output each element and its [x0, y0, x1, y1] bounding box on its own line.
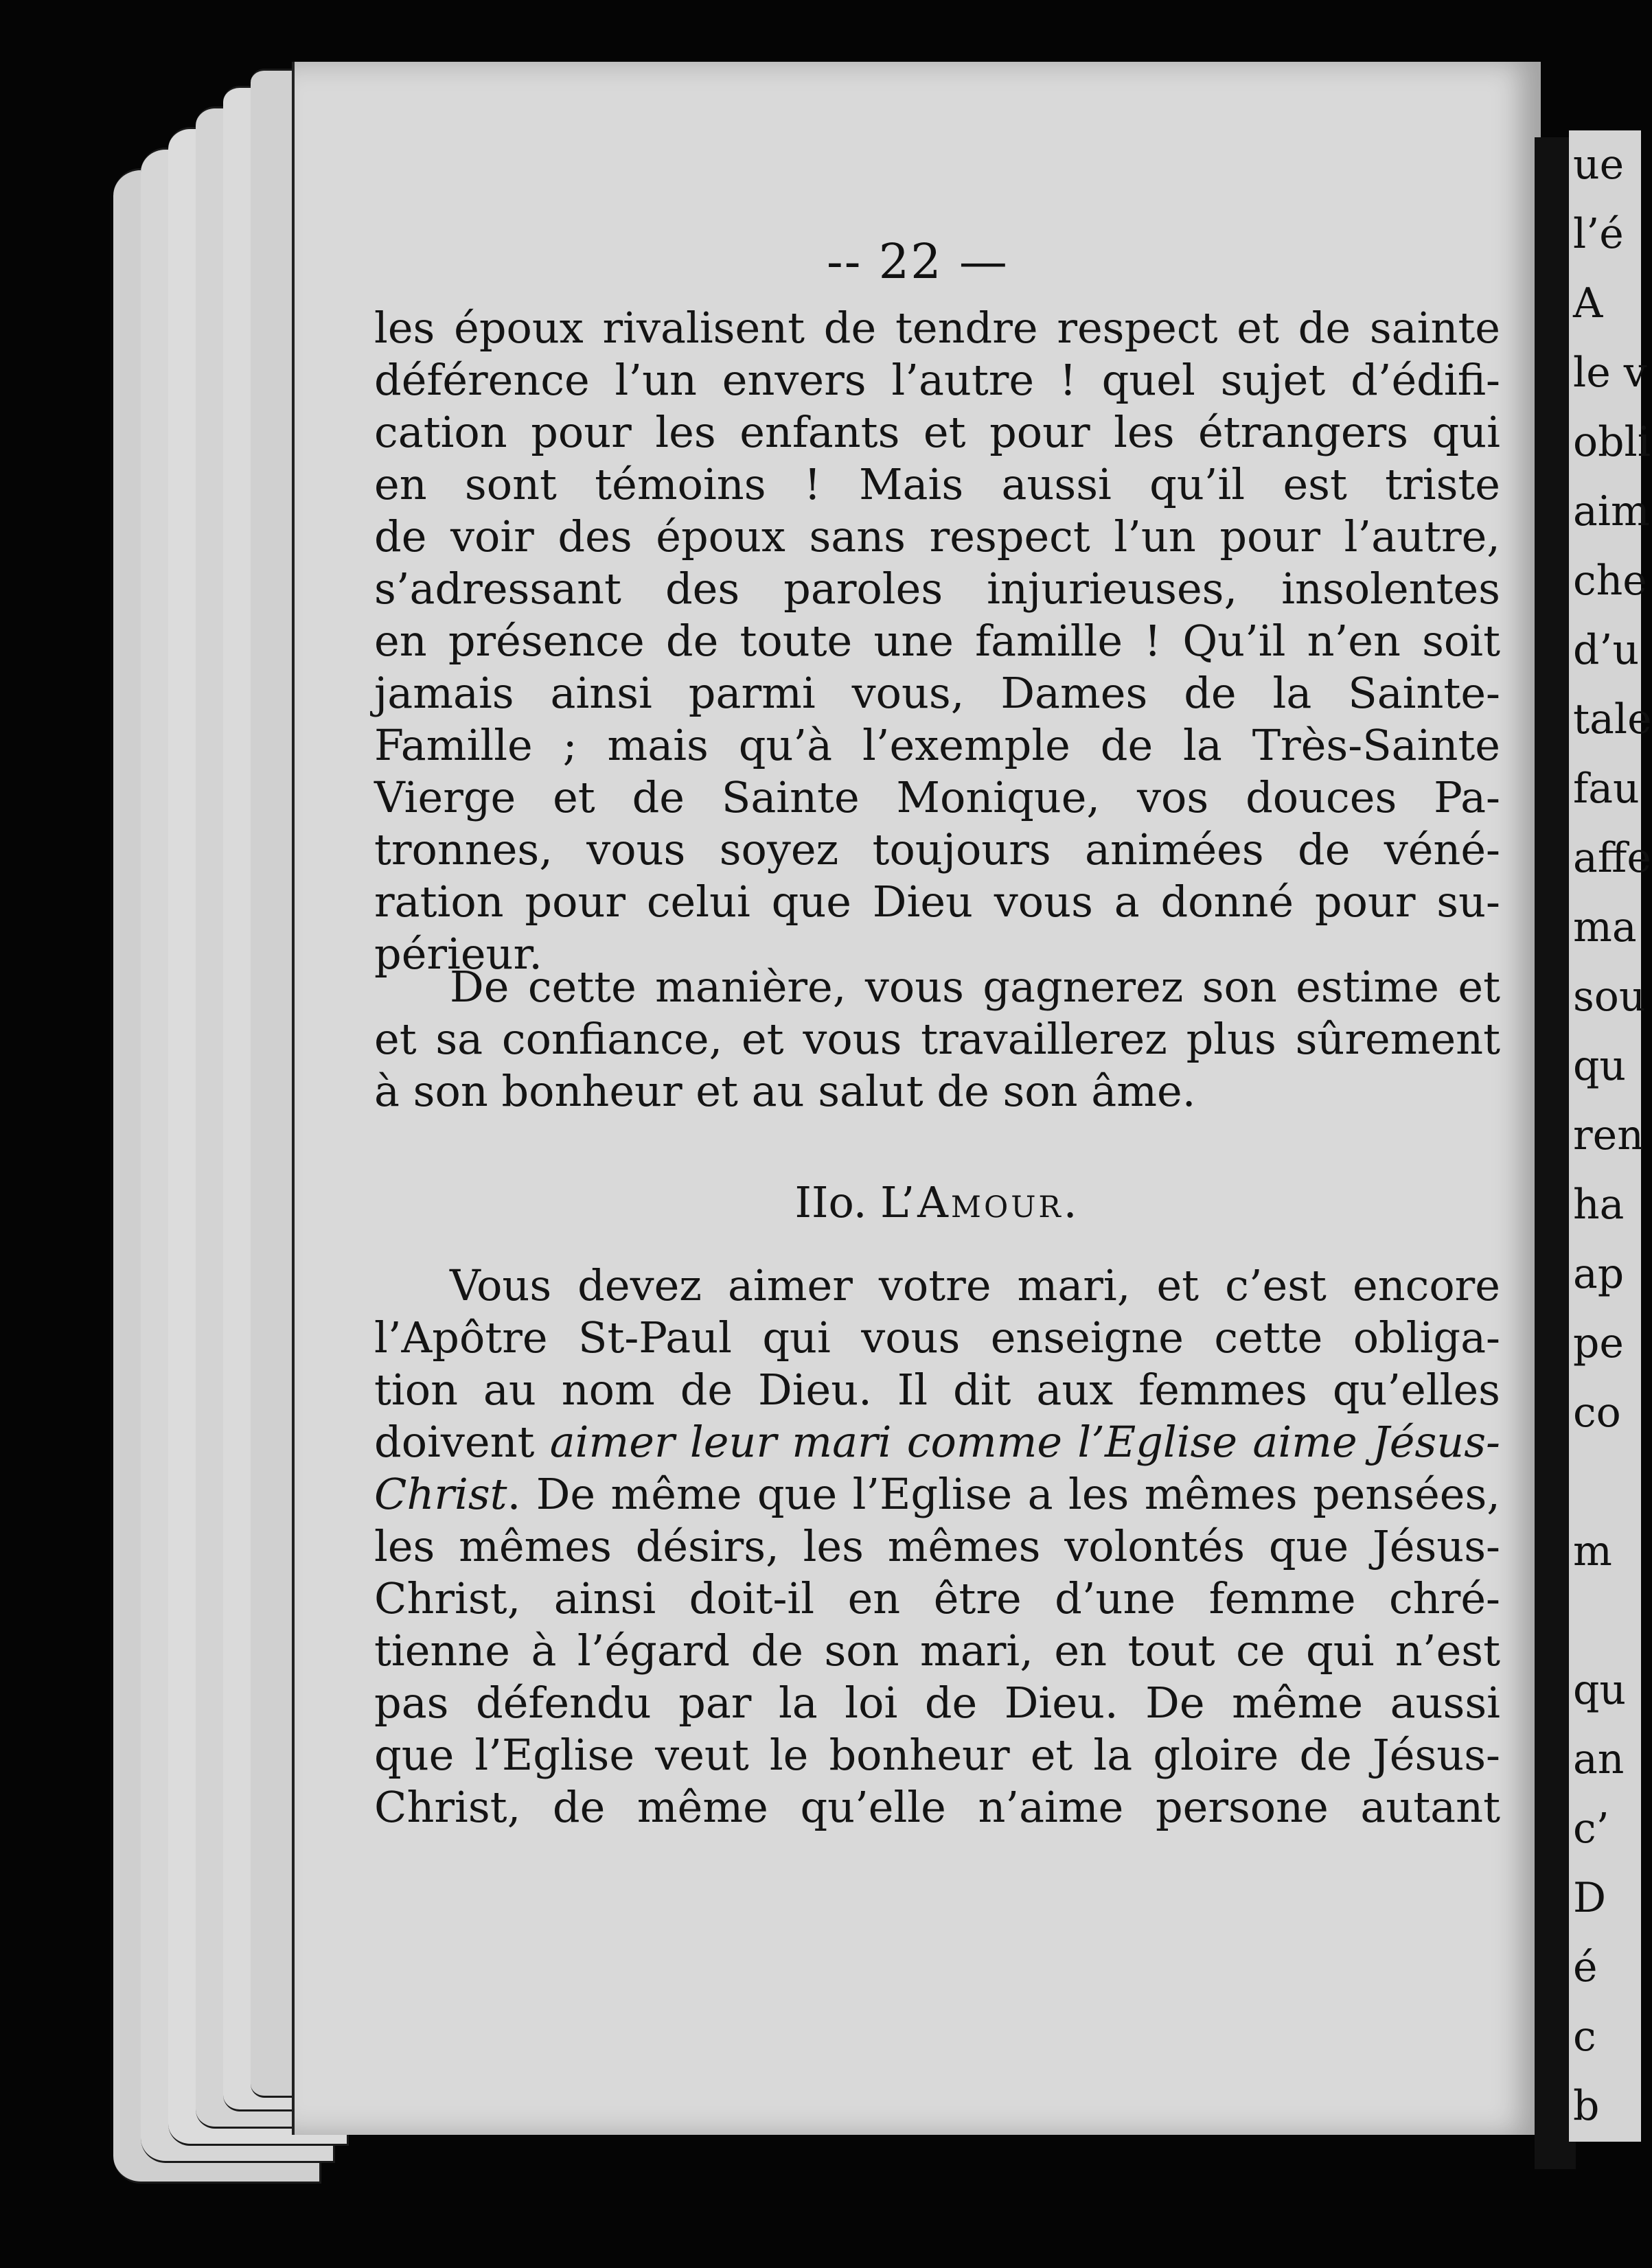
- facing-page-fragment: qu: [1573, 1666, 1627, 1714]
- text-line: les mêmes désirs, les mêmes volontés que Jésus-: [374, 1521, 1500, 1571]
- facing-page: [1569, 130, 1652, 2142]
- facing-page-fragment: é: [1573, 1943, 1598, 1991]
- text-line: [374, 1416, 1500, 1468]
- facing-page-fragment: b: [1573, 2082, 1600, 2130]
- scripture-quote: aimer leur mari comme l’Eglise aime Jésus-: [549, 1417, 1500, 1467]
- text-line: les époux rivalisent de tendre respect et de sainte: [374, 303, 1500, 353]
- text-line: périeur.: [374, 929, 543, 979]
- facing-page-fragment: pe: [1573, 1319, 1624, 1367]
- facing-page-fragment: D: [1573, 1874, 1607, 1922]
- facing-page-fragment: le v: [1573, 349, 1647, 397]
- facing-page-fragment: ma: [1573, 903, 1637, 951]
- facing-page-fragment: c’: [1573, 1805, 1609, 1853]
- facing-page-fragment: ha: [1573, 1181, 1625, 1229]
- facing-page-fragment: l’é: [1573, 210, 1624, 258]
- text-line: Famille ; mais qu’à l’exemple de la Très-Sainte: [374, 720, 1500, 770]
- text-line: pas défendu par la loi de Dieu. De même aussi: [374, 1678, 1500, 1728]
- facing-page-fragment: m: [1573, 1527, 1612, 1575]
- text-line: tion au nom de Dieu. Il dit aux femmes qu’elles: [374, 1365, 1500, 1415]
- text-line: [374, 1468, 1500, 1520]
- facing-page-fragment: A: [1573, 279, 1603, 327]
- text-line: cation pour les enfants et pour les étrangers qui: [374, 407, 1500, 457]
- heading-title: L’Amour.: [880, 1177, 1080, 1227]
- facing-page-fragment: che: [1573, 557, 1647, 605]
- text-line: tronnes, vous soyez toujours animées de véné-: [374, 824, 1500, 875]
- text-line: Vous devez aimer votre mari, et c’est encore: [450, 1260, 1500, 1310]
- facing-page-fragment: qu: [1573, 1042, 1627, 1090]
- text-line: ration pour celui que Dieu vous a donné pour su-: [374, 877, 1500, 927]
- text-line: déférence l’un envers l’autre ! quel sujet d’édifi-: [374, 355, 1500, 405]
- text-line: en présence de toute une famille ! Qu’il n’en soit: [374, 616, 1500, 666]
- facing-page-fragment: an: [1573, 1735, 1625, 1783]
- text-line: l’Apôtre St-Paul qui vous enseigne cette obliga-: [374, 1312, 1500, 1363]
- facing-page-fragment: c: [1573, 2013, 1596, 2061]
- text-line: De cette manière, vous gagnerez son estime et: [450, 962, 1500, 1012]
- text-line: à son bonheur et au salut de son âme.: [374, 1066, 1196, 1116]
- text-line: que l’Eglise veut le bonheur et la gloire de Jésus-: [374, 1730, 1500, 1780]
- facing-page-fragment: sou: [1573, 973, 1646, 1021]
- facing-page-fragment: [1569, 1586, 1641, 1656]
- text-line: et sa confiance, et vous travaillerez plus sûrement: [374, 1014, 1500, 1064]
- heading-number: IIo.: [794, 1177, 867, 1227]
- text-line: Christ, de même qu’elle n’aime persone autant: [374, 1782, 1500, 1832]
- paragraph-respect: [374, 302, 1500, 980]
- facing-page-fragment: d’u: [1573, 626, 1640, 674]
- text-line: de voir des époux sans respect l’un pour l’autre,: [374, 511, 1500, 562]
- text-line: en sont témoins ! Mais aussi qu’il est triste: [374, 459, 1500, 509]
- text-segment: . De même que l’Eglise a les mêmes pensées,: [507, 1469, 1500, 1519]
- facing-page-fragment: [1569, 1448, 1641, 1517]
- facing-page-fragment: ren: [1573, 1111, 1644, 1159]
- paragraph-manner: [374, 961, 1500, 1118]
- text-line: Vierge et de Sainte Monique, vos douces Pa-: [374, 772, 1500, 822]
- paragraph-love: [374, 1260, 1500, 1833]
- text-line: tienne à l’égard de son mari, en tout ce qui n’est: [374, 1625, 1500, 1676]
- page-number: -- 22 —: [827, 233, 1009, 290]
- facing-page-fragment: affe: [1573, 834, 1651, 882]
- section-heading: [374, 1177, 1500, 1232]
- facing-page-fragment: co: [1573, 1389, 1621, 1437]
- facing-page-fragment: aim: [1573, 487, 1650, 535]
- facing-page-fragment: fau: [1573, 765, 1640, 813]
- facing-page-fragment: tale: [1573, 695, 1652, 743]
- scripture-quote: Christ: [374, 1469, 507, 1519]
- text-line: s’adressant des paroles injurieuses, insolentes: [374, 564, 1500, 614]
- text-line: Christ, ainsi doit-il en être d’une femme chré-: [374, 1573, 1500, 1623]
- facing-page-fragment: ap: [1573, 1250, 1625, 1298]
- text-segment: doivent: [374, 1417, 550, 1467]
- text-line: jamais ainsi parmi vous, Dames de la Sainte-: [374, 668, 1500, 718]
- facing-page-fragment: ue: [1573, 141, 1625, 189]
- facing-page-fragment: obli: [1573, 418, 1651, 466]
